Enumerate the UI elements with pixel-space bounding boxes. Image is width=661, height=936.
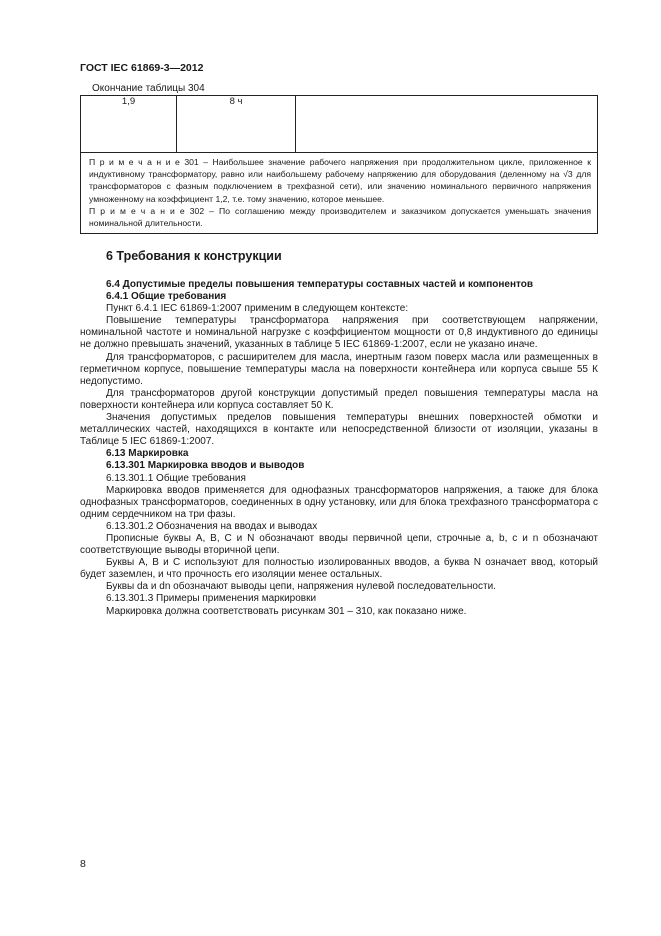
note-301	[89, 156, 591, 205]
note-301-text: Наибольшее значение рабочего напряжения при продолжительном цикле, приложенное к индуктивному трансформатору, равно или наибольшему рабочему напряжению для оборудования (деленному на √3 для трансформаторов с фазным подключением в трехфазной сети), или значению номинального первичного напряжения умноженному на коэффициент 1,2, т.е. тому значению, которое меньшее.	[89, 157, 591, 204]
table-notes-row	[81, 153, 598, 234]
note-301-label: П р и м е ч а н и е 301 –	[89, 157, 208, 167]
heading-6-13-301: 6.13.301 Маркировка вводов и выводов	[106, 460, 305, 472]
paragraph: Буквы da и dn обозначают выводы цепи, напряжения нулевой последовательности.	[106, 581, 496, 593]
paragraph: Значения допустимых пределов повышения температуры внешних поверхностей обмотки и металлических частей, находящихся в контакте или непосредственной близости от изоляции, указаны в Таблице 5 IEC 61869-1:2007.	[80, 412, 598, 448]
paragraph: Маркировка вводов применяется для однофазных трансформаторов напряжения, а также для блока однофазных трансформаторов, соединенных в одну установку, или для блока трехфазного трансформатора с одним сердечником на три фазы.	[80, 484, 598, 520]
table-304-end	[80, 95, 598, 234]
table-row	[81, 96, 598, 153]
paragraph: Прописные буквы A, B, C и N обозначают вводы первичной цепи, строчные a, b, c и n обозначают соответствующие выводы вторичной цепи.	[80, 532, 598, 557]
paragraph: Буквы A, B и C используют для полностью изолированных вводов, а буква N означает ввод, который будет заземлен, и что прочность его изоляции менее остальных.	[80, 557, 598, 581]
paragraph: Маркировка должна соответствовать рисункам 301 – 310, как показано ниже.	[106, 605, 467, 617]
note-302	[89, 205, 591, 229]
paragraph: Повышение температуры трансформатора напряжения при соответствующем напряжении, номинальной частоте и номинальной нагрузке с коэффициентом мощности от 0,8 индуктивного до единицы не должно превышать значений, указанных в таблице 5 IEC 61869-1:2007, если не указано иначе.	[80, 315, 598, 351]
heading-6-13: 6.13 Маркировка	[106, 448, 189, 460]
paragraph: Для трансформаторов, с расширителем для масла, инертным газом поверх масла или размещенных в герметичном корпусе, повышение температуры масла на поверхности контейнера или корпуса свыше 55 К недопустимо.	[80, 351, 598, 387]
table-cell-empty	[296, 96, 598, 153]
table-cell-duration: 8 ч	[177, 96, 296, 153]
document-header: ГОСТ IEC 61869-3—2012	[80, 62, 204, 74]
document-body	[80, 279, 598, 618]
heading-6-13-301-1: 6.13.301.1 Общие требования	[106, 472, 246, 484]
page-number: 8	[80, 858, 86, 870]
note-302-label: П р и м е ч а н и е 302 –	[89, 205, 214, 216]
heading-6-13-301-3: 6.13.301.3 Примеры применения маркировки	[106, 593, 317, 605]
paragraph: Пункт 6.4.1 IEC 61869-1:2007 применим в следующем контексте:	[106, 303, 409, 315]
table-caption: Окончание таблицы 304	[92, 83, 205, 94]
note-302-text: По соглашению между производителем и заказчиком допускается уменьшать значения номинальной длительности.	[89, 205, 591, 229]
paragraph: Для трансформаторов другой конструкции допустимый предел повышения температуры масла на поверхности контейнера или корпуса составляет 50 К.	[80, 387, 598, 411]
heading-6-13-301-2: 6.13.301.2 Обозначения на вводах и выводах	[106, 520, 318, 532]
heading-6-4: 6.4 Допустимые пределы повышения температуры составных частей и компонентов	[106, 279, 534, 290]
table-notes-cell	[81, 153, 598, 234]
heading-6-4-1: 6.4.1 Общие требования	[106, 291, 227, 303]
table-cell-value: 1,9	[81, 96, 177, 153]
section-title: 6 Требования к конструкции	[106, 249, 282, 263]
